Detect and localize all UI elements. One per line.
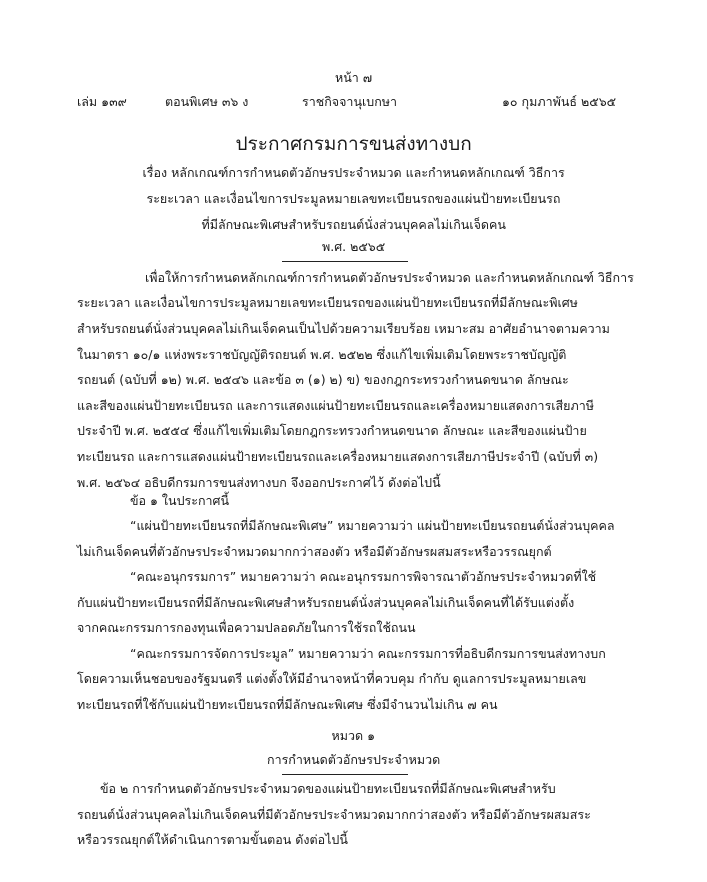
page-number: หน้า ๗ — [335, 70, 373, 85]
announcement-title: ประกาศกรมการขนส่งทางบก — [235, 133, 472, 155]
body-line: ข้อ ๒ การกำหนดตัวอักษรประจำหมวดของแผ่นป้ายทะเบียนรถที่มีลักษณะพิเศษสำหรับ — [100, 781, 556, 796]
body-line: ในมาตรา ๑๐/๑ แห่งพระราชบัญญัติรถยนต์ พ.ศ. ๒๕๒๒ ซึ่งแก้ไขเพิ่มเติมโดยพระราชบัญญัติ — [77, 347, 567, 362]
title-divider — [282, 261, 408, 262]
body-line: และสีของแผ่นป้ายทะเบียนรถ และการแสดงแผ่นป้ายทะเบียนรถและเครื่องหมายแสดงการเสียภาษี — [77, 398, 595, 413]
chapter-number: หมวด ๑ — [331, 728, 376, 743]
body-line: เพื่อให้การกำหนดหลักเกณฑ์การกำหนดตัวอักษรประจำหมวด และกำหนดหลักเกณฑ์ วิธีการ — [145, 270, 634, 285]
definition-line: ไม่เกินเจ็ดคนที่ตัวอักษรประจำหมวดมากกว่าสองตัว หรือมีตัวอักษรผสมสระหรือวรรณยุกต์ — [77, 544, 552, 559]
subject-line: เรื่อง หลักเกณฑ์การกำหนดตัวอักษรประจำหมวด และกำหนดหลักเกณฑ์ วิธีการ — [142, 165, 565, 180]
definition-line: โดยความเห็นชอบของรัฐมนตรี แต่งตั้งให้มีอำนาจหน้าที่ควบคุม กำกับ ดูแลการประมูลหมายเลข — [77, 671, 587, 686]
definition-line: ทะเบียนรถที่ใช้กับแผ่นป้ายทะเบียนรถที่มีลักษณะพิเศษ ซึ่งมีจำนวนไม่เกิน ๗ คน — [77, 697, 498, 712]
volume: เล่ม ๑๓๙ — [77, 94, 127, 109]
body-line: พ.ศ. ๒๕๖๔ อธิบดีกรมการขนส่งทางบก จึงออกประกาศไว้ ดังต่อไปนี้ — [77, 475, 441, 490]
issue: ตอนพิเศษ ๓๖ ง — [165, 94, 249, 109]
definition-line: จากคณะกรรมการกองทุนเพื่อความปลอดภัยในการใช้รถใช้ถนน — [77, 620, 416, 635]
definition-line: “แผ่นป้ายทะเบียนรถที่มีลักษณะพิเศษ” หมายความว่า แผ่นป้ายทะเบียนรถยนต์นั่งส่วนบุคคล — [130, 518, 615, 533]
body-line: หรือวรรณยุกต์ให้ดำเนินการตามขั้นตอน ดังต่อไปนี้ — [77, 832, 348, 847]
body-line: ระยะเวลา และเงื่อนไขการประมูลหมายเลขทะเบียนรถของแผ่นป้ายทะเบียนรถที่มีลักษณะพิเศษ — [77, 295, 578, 310]
body-line: ประจำปี พ.ศ. ๒๕๕๔ ซึ่งแก้ไขเพิ่มเติมโดยกฎกระทรวงกำหนดขนาด ลักษณะ และสีของแผ่นป้าย — [77, 423, 587, 438]
body-line: รถยนต์นั่งส่วนบุคคลไม่เกินเจ็ดคนที่มีตัวอักษรประจำหมวดมากกว่าสองตัว หรือมีตัวอักษรผสมสระ — [77, 807, 591, 822]
subject-line: ระยะเวลา และเงื่อนไขการประมูลหมายเลขทะเบียนรถของแผ่นป้ายทะเบียนรถ — [146, 191, 561, 206]
body-line: ทะเบียนรถ และการแสดงแผ่นป้ายทะเบียนรถและเครื่องหมายแสดงการเสียภาษีประจำปี (ฉบับที่ ๓) — [77, 449, 599, 464]
definition-line: กับแผ่นป้ายทะเบียนรถที่มีลักษณะพิเศษสำหรับรถยนต์นั่งส่วนบุคคลไม่เกินเจ็ดคนที่ได้รับแต่งตั้ง — [77, 595, 575, 610]
chapter-title: การกำหนดตัวอักษรประจำหมวด — [267, 752, 441, 767]
clause-heading: ข้อ ๑ ในประกาศนี้ — [130, 493, 230, 508]
gazette-name: ราชกิจจานุเบกษา — [302, 94, 398, 109]
gazette-date: ๑๐ กุมภาพันธ์ ๒๕๖๕ — [502, 94, 617, 109]
definition-line: “คณะอนุกรรมการ” หมายความว่า คณะอนุกรรมการพิจารณาตัวอักษรประจำหมวดที่ใช้ — [130, 569, 597, 584]
definition-line: “คณะกรรมการจัดการประมูล” หมายความว่า คณะกรรมการที่อธิบดีกรมการขนส่งทางบก — [130, 646, 606, 661]
announcement-year: พ.ศ. ๒๕๖๕ — [322, 239, 386, 254]
body-line: รถยนต์ (ฉบับที่ ๑๒) พ.ศ. ๒๕๔๖ และข้อ ๓ (๑) ๒) ข) ของกฎกระทรวงกำหนดขนาด ลักษณะ — [77, 372, 569, 387]
chapter-divider — [282, 774, 408, 775]
body-line: สำหรับรถยนต์นั่งส่วนบุคคลไม่เกินเจ็ดคนเป็นไปด้วยความเรียบร้อย เหมาะสม อาศัยอำนาจตามความ — [77, 321, 610, 336]
subject-line: ที่มีลักษณะพิเศษสำหรับรถยนต์นั่งส่วนบุคคลไม่เกินเจ็ดคน — [201, 217, 506, 232]
